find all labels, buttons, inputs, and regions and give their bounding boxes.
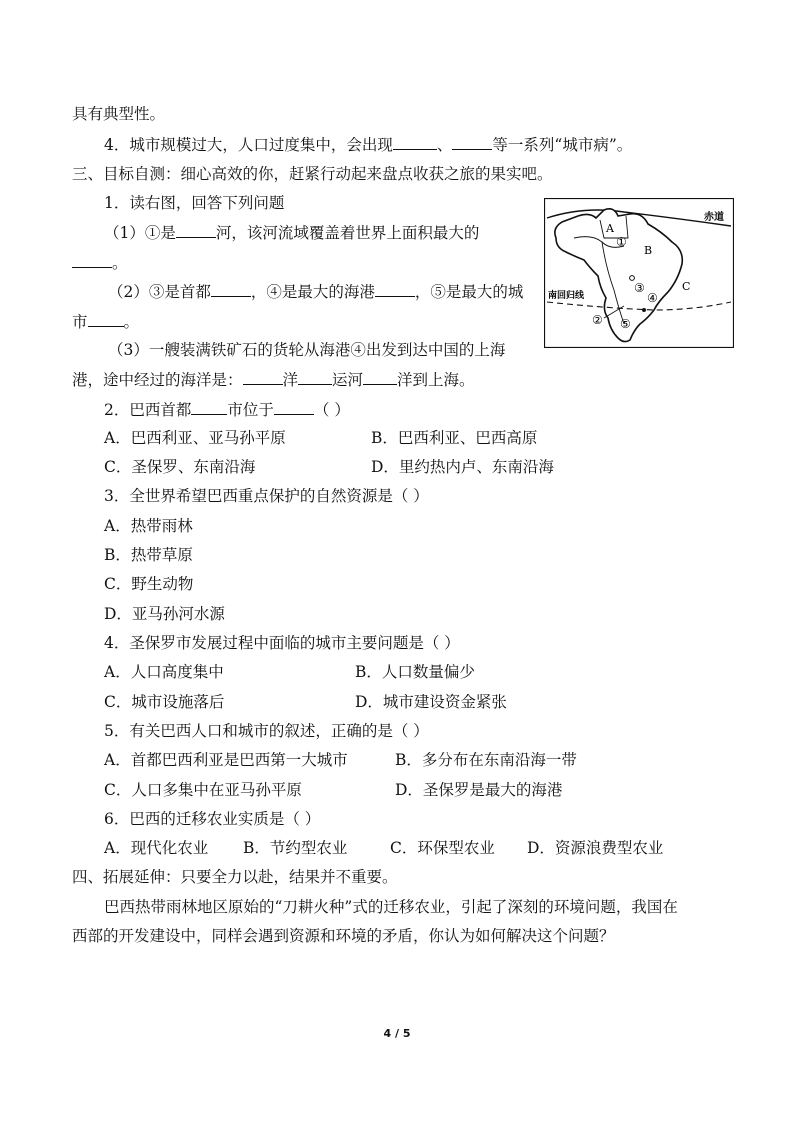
answer-blank[interactable] bbox=[88, 311, 124, 327]
city-disease-question: 4．城市规模过大，人口过度集中，会出现 、 等一系列“城市病”。 bbox=[104, 136, 633, 154]
q3-option-c[interactable]: C．野生动物 bbox=[104, 575, 194, 593]
q4-option-c[interactable]: C．城市设施落后 bbox=[104, 693, 225, 711]
q5-option-a[interactable]: A．首都巴西利亚是巴西第一大城市 bbox=[104, 751, 348, 769]
q4-stem: 4．圣保罗市发展过程中面临的城市主要问题是（ ） bbox=[104, 634, 460, 652]
answer-blank[interactable] bbox=[274, 399, 314, 415]
answer-blank[interactable] bbox=[298, 369, 332, 385]
marker-3: ③ bbox=[634, 281, 645, 295]
q3-option-a[interactable]: A．热带雨林 bbox=[104, 517, 193, 535]
answer-blank[interactable] bbox=[191, 399, 227, 415]
q5-option-b[interactable]: B．多分布在东南沿海一带 bbox=[395, 751, 577, 769]
q5-stem: 5．有关巴西人口和城市的叙述，正确的是（ ） bbox=[104, 722, 429, 740]
map-question-part1-cont: 。 bbox=[72, 252, 128, 273]
label-b: B bbox=[644, 244, 653, 257]
q2-option-a[interactable]: A．巴西利亚、亚马孙平原 bbox=[104, 429, 286, 447]
section-3-heading: 三、目标自测：细心高效的你，赶紧行动起来盘点收获之旅的果实吧。 bbox=[72, 165, 553, 183]
map-question-part3: （3）一艘装满铁矿石的货轮从海港④出发到达中国的上海 bbox=[108, 341, 506, 359]
answer-blank[interactable] bbox=[452, 134, 492, 150]
q6-option-d[interactable]: D．资源浪费型农业 bbox=[527, 839, 664, 857]
q2-stem: 2．巴西首都 市位于 （ ） bbox=[104, 401, 350, 419]
extension-line-2: 西部的开发建设中，同样会遇到资源和环境的矛盾，你认为如何解决这个问题？ bbox=[72, 927, 615, 945]
map-question-title: 1．读右图，回答下列问题 bbox=[104, 194, 285, 212]
brazil-map bbox=[544, 198, 734, 348]
port-dot bbox=[642, 308, 646, 312]
q4-option-a[interactable]: A．人口高度集中 bbox=[104, 663, 224, 681]
answer-blank[interactable] bbox=[363, 369, 397, 385]
tropic-label: 南回归线 bbox=[548, 291, 585, 301]
extension-line-1: 巴西热带雨林地区原始的“刀耕火种”式的迁移农业，引起了深刻的环境问题，我国在 bbox=[104, 898, 678, 916]
q4-option-d[interactable]: D．城市建设资金紧张 bbox=[355, 693, 507, 711]
answer-blank[interactable] bbox=[375, 281, 415, 297]
label-c: C bbox=[682, 280, 691, 293]
map-question-part3-cont: 港，途中经过的海洋是： 洋 运河 洋到上海。 bbox=[72, 371, 475, 389]
marker-2: ② bbox=[592, 313, 603, 327]
q3-option-b[interactable]: B．热带草原 bbox=[104, 546, 193, 564]
answer-blank[interactable] bbox=[243, 369, 283, 385]
section-4-heading: 四、拓展延伸：只要全力以赴，结果并不重要。 bbox=[72, 868, 398, 886]
label-a: A bbox=[606, 222, 614, 235]
marker-1: ① bbox=[616, 235, 627, 249]
answer-blank[interactable] bbox=[393, 134, 437, 150]
map-question-part2-cont: 市 。 bbox=[72, 313, 140, 331]
q6-option-c[interactable]: C．环保型农业 bbox=[390, 839, 495, 857]
answer-blank[interactable] bbox=[72, 252, 112, 268]
map-question-part2: （2）③是首都 ，④是最大的海港 ，⑤是最大的城 bbox=[108, 283, 524, 301]
q5-option-d[interactable]: D．圣保罗是最大的海港 bbox=[395, 781, 563, 799]
q2-option-d[interactable]: D．里约热内卢、东南沿海 bbox=[371, 458, 554, 476]
q4-option-b[interactable]: B．人口数量偏少 bbox=[355, 663, 475, 681]
answer-blank[interactable] bbox=[211, 281, 251, 297]
marker-5: ⑤ bbox=[620, 317, 631, 331]
equator-label: 赤道 bbox=[704, 212, 724, 223]
q6-option-a[interactable]: A．现代化农业 bbox=[104, 839, 209, 857]
q3-option-d[interactable]: D．亚马孙河水源 bbox=[104, 605, 225, 623]
page-number: 4 / 5 bbox=[383, 1027, 411, 1040]
answer-blank[interactable] bbox=[176, 222, 216, 238]
q6-option-b[interactable]: B．节约型农业 bbox=[243, 839, 348, 857]
q2-option-b[interactable]: B．巴西利亚、巴西高原 bbox=[371, 429, 538, 447]
marker-4: ④ bbox=[647, 291, 658, 305]
q2-option-c[interactable]: C．圣保罗、东南沿海 bbox=[104, 458, 256, 476]
q6-stem: 6．巴西的迁移农业实质是（ ） bbox=[104, 810, 321, 828]
intro-tail: 具有典型性。 bbox=[72, 105, 166, 123]
q5-option-c[interactable]: C．人口多集中在亚马孙平原 bbox=[104, 781, 302, 799]
map-question-part1: （1）①是 河，该河流域覆盖着世界上面积最大的 bbox=[104, 224, 480, 242]
q3-stem: 3．全世界希望巴西重点保护的自然资源是（ ） bbox=[104, 487, 429, 505]
